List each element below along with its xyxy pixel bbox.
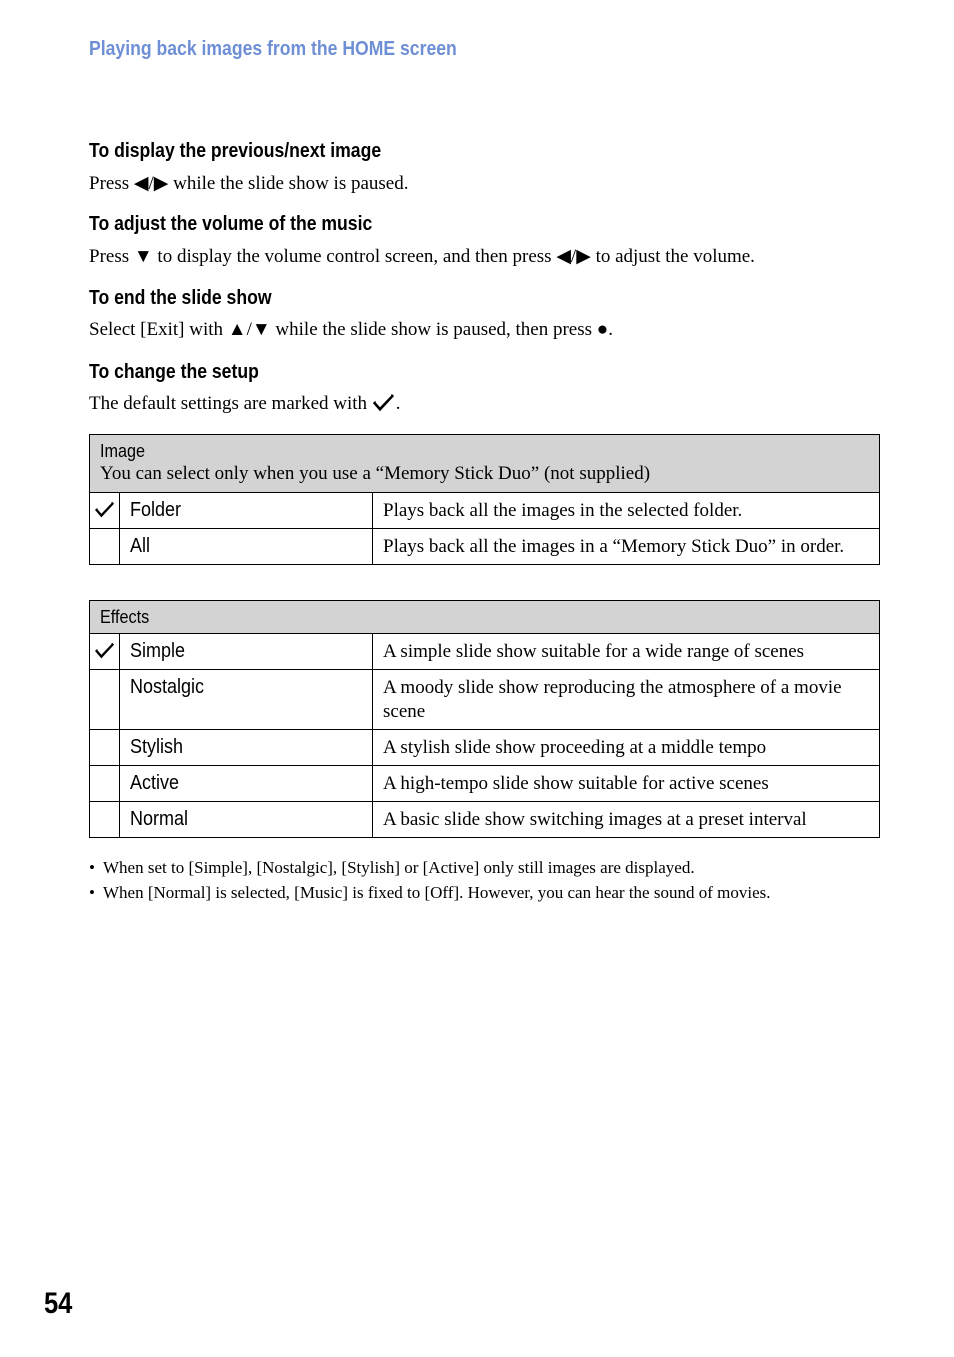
option-name: All [130, 535, 151, 557]
option-name: Nostalgic [130, 676, 205, 698]
table-header-cell [90, 601, 880, 634]
default-marker-cell [90, 634, 120, 670]
option-name-cell [120, 634, 373, 670]
option-name: Stylish [130, 736, 184, 758]
option-name: Simple [130, 640, 186, 662]
option-name: Active [130, 772, 180, 794]
default-marker-cell [90, 730, 120, 766]
option-name-cell [120, 493, 373, 529]
default-marker-cell [90, 493, 120, 529]
option-name: Normal [130, 808, 189, 830]
table-header-row [90, 601, 880, 634]
setup-text-before: The default settings are marked with [89, 393, 368, 414]
table-row [90, 670, 880, 730]
section-title-change-setup: To change the setup [89, 361, 259, 383]
setup-text-after: . [395, 393, 401, 414]
option-name-cell [120, 730, 373, 766]
table-header-cell [90, 435, 880, 493]
option-description: Plays back all the images in the selected folder. [373, 493, 880, 529]
section-text-end-slideshow: Select [Exit] with ▲/▼ while the slide show is paused, then press ●. [89, 319, 614, 340]
table-row [90, 634, 880, 670]
section-text-change-setup [89, 392, 401, 415]
option-description: A simple slide show suitable for a wide range of scenes [373, 634, 880, 670]
option-name-cell [120, 670, 373, 730]
note-text: When [Normal] is selected, [Music] is fixed to [Off]. However, you can hear the sound of movies. [103, 883, 771, 902]
page-number: 54 [44, 1287, 73, 1320]
option-description: A moody slide show reproducing the atmosphere of a movie scene [373, 670, 880, 730]
notes-list [89, 855, 770, 905]
note-text: When set to [Simple], [Nostalgic], [Stylish] or [Active] only still images are displayed. [103, 858, 695, 877]
bullet-icon: • [89, 883, 95, 902]
option-description: A basic slide show switching images at a preset interval [373, 802, 880, 838]
table-row [90, 766, 880, 802]
option-name-cell [120, 529, 373, 565]
table-header-label: Effects [100, 607, 150, 627]
bullet-icon: • [89, 858, 95, 877]
check-mark-icon [94, 641, 116, 659]
default-marker-cell [90, 670, 120, 730]
section-text-previous-next: Press ◀/▶ while the slide show is paused. [89, 173, 409, 194]
default-marker-cell [90, 802, 120, 838]
table-row [90, 493, 880, 529]
option-name-cell [120, 802, 373, 838]
table-header-label: Image [100, 441, 146, 461]
option-name-cell [120, 766, 373, 802]
section-title-previous-next: To display the previous/next image [89, 140, 382, 162]
list-item [89, 855, 770, 880]
effects-settings-table [89, 600, 880, 838]
check-mark-icon [372, 392, 396, 412]
option-description: Plays back all the images in a “Memory Stick Duo” in order. [373, 529, 880, 565]
option-name: Folder [130, 499, 182, 521]
table-row [90, 730, 880, 766]
table-header-note: You can select only when you use a “Memory Stick Duo” (not supplied) [100, 463, 651, 484]
list-item [89, 880, 770, 905]
section-title-end-slideshow: To end the slide show [89, 287, 272, 309]
option-description: A stylish slide show proceeding at a middle tempo [373, 730, 880, 766]
table-row [90, 802, 880, 838]
default-marker-cell [90, 529, 120, 565]
table-header-row [90, 435, 880, 493]
image-settings-table [89, 434, 880, 565]
table-row [90, 529, 880, 565]
page-header: Playing back images from the HOME screen [89, 38, 457, 60]
option-description: A high-tempo slide show suitable for active scenes [373, 766, 880, 802]
check-mark-icon [94, 500, 116, 518]
section-title-volume: To adjust the volume of the music [89, 213, 373, 235]
section-text-volume: Press ▼ to display the volume control screen, and then press ◀/▶ to adjust the volume. [89, 246, 755, 267]
default-marker-cell [90, 766, 120, 802]
